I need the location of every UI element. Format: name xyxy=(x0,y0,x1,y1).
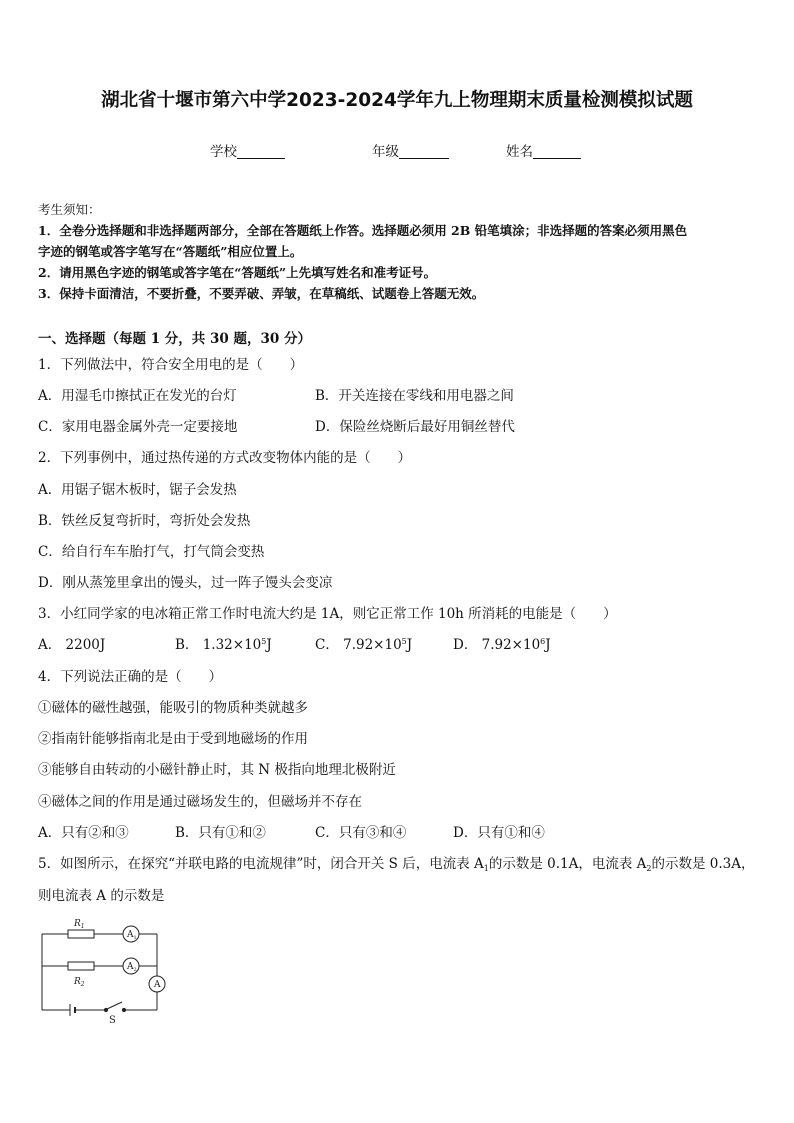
svg-text:R2: $R_2$ xyxy=(74,977,85,988)
notice-line-2: 2．请用黑色字迹的钢笔或答字笔在“答题纸”上先填写姓名和准考证号。 xyxy=(38,265,437,280)
q4-option-d: D．只有①和④ xyxy=(453,825,545,841)
switch-label: S xyxy=(109,1015,116,1026)
svg-text:R1: $R_1$ xyxy=(74,919,85,930)
q2-option-b: B．铁丝反复弯折时，弯折处会发热 xyxy=(38,513,251,529)
q1-option-b: B．开关连接在零线和用电器之间 xyxy=(315,388,514,404)
resistor-r2 xyxy=(68,962,94,970)
notice-line-1: 1．全卷分选择题和非选择题两部分，全部在答题纸上作答。选择题必须用 2B 铅笔填涂；非选择题的答案必须用黑色 xyxy=(38,223,688,238)
q4-statement-1: ①磁体的磁性越强，能吸引的物质种类就越多 xyxy=(38,700,308,716)
name-field xyxy=(506,140,581,160)
q4-option-a: A．只有②和③ xyxy=(38,825,129,841)
school-label: 学校 xyxy=(210,144,237,160)
q3-option-a: A． 2200J xyxy=(38,637,106,653)
q5-stem: 5．如图所示，在探究“并联电路的电流规律”时，闭合开关 S 后，电流表 $A_1$的示数是 0.1A，电流表 $A_2$的示数是 0.3A， xyxy=(38,856,755,873)
q3-option-d: D． $7.92\times 10^6J$ xyxy=(453,637,551,653)
q2-option-d: D．刚从蒸笼里拿出的馒头，过一阵子馒头会变凉 xyxy=(38,575,333,591)
svg-text:A2: $A_2$ xyxy=(127,962,137,973)
q3-stem: 3．小红同学家的电冰箱正常工作时电流大约是 1A，则它正常工作 10h 所消耗的电能是（ ） xyxy=(38,606,617,622)
q2-stem: 2．下列事例中，通过热传递的方式改变物体内能的是（ ） xyxy=(38,450,412,466)
q3-option-b: B． $1.32\times 10^5J$ xyxy=(175,637,272,653)
switch-blade xyxy=(107,1002,122,1009)
school-field xyxy=(210,140,285,160)
q4-option-c: C．只有③和④ xyxy=(315,825,407,841)
q5-stem-line-2: 则电流表 A 的示数是 xyxy=(38,888,165,904)
page-title: 湖北省十堰市第六中学2023-2024学年九上物理期末质量检测模拟试题 xyxy=(101,90,693,111)
ammeter-a-label: A xyxy=(154,980,161,990)
name-blank[interactable] xyxy=(533,145,581,159)
q1-option-c: C．家用电器金属外壳一定要接地 xyxy=(38,419,238,435)
svg-text:A1: $A_1$ xyxy=(127,930,137,941)
grade-label: 年级 xyxy=(372,144,399,160)
q4-statement-3: ③能够自由转动的小磁针静止时，其 N 极指向地理北极附近 xyxy=(38,762,396,778)
q4-statement-2: ②指南针能够指南北是由于受到地磁场的作用 xyxy=(38,731,308,747)
q1-option-d: D．保险丝烧断后最好用铜丝替代 xyxy=(315,419,515,435)
grade-blank[interactable] xyxy=(399,145,449,159)
q2-option-a: A．用锯子锯木板时，锯子会发热 xyxy=(38,482,237,498)
name-label: 姓名 xyxy=(506,144,533,160)
q4-statement-4: ④磁体之间的作用是通过磁场发生的，但磁场并不存在 xyxy=(38,794,362,810)
q3-option-c: C． $7.92\times 10^5J$ xyxy=(315,637,413,653)
section-heading: 一、选择题（每题 1 分，共 30 题，30 分） xyxy=(38,331,311,347)
q4-stem: 4．下列说法正确的是（ ） xyxy=(38,669,223,685)
grade-field xyxy=(372,140,449,160)
q4-option-b: B．只有①和② xyxy=(175,825,266,841)
q1-option-a: A．用湿毛巾擦拭正在发光的台灯 xyxy=(38,388,237,404)
school-blank[interactable] xyxy=(237,145,285,159)
notice-heading: 考生须知： xyxy=(38,202,101,217)
notice-line-3: 3．保持卡面清洁，不要折叠，不要弄破、弄皱，在草稿纸、试题卷上答题无效。 xyxy=(38,286,485,301)
resistor-r1 xyxy=(68,930,94,938)
notice-line-1b: 字迹的钢笔或答字笔写在“答题纸”相应位置上。 xyxy=(38,244,303,259)
q1-stem: 1．下列做法中，符合安全用电的是（ ） xyxy=(38,357,304,373)
q2-option-c: C．给自行车车胎打气，打气筒会变热 xyxy=(38,544,265,560)
circuit-diagram xyxy=(36,912,186,1026)
